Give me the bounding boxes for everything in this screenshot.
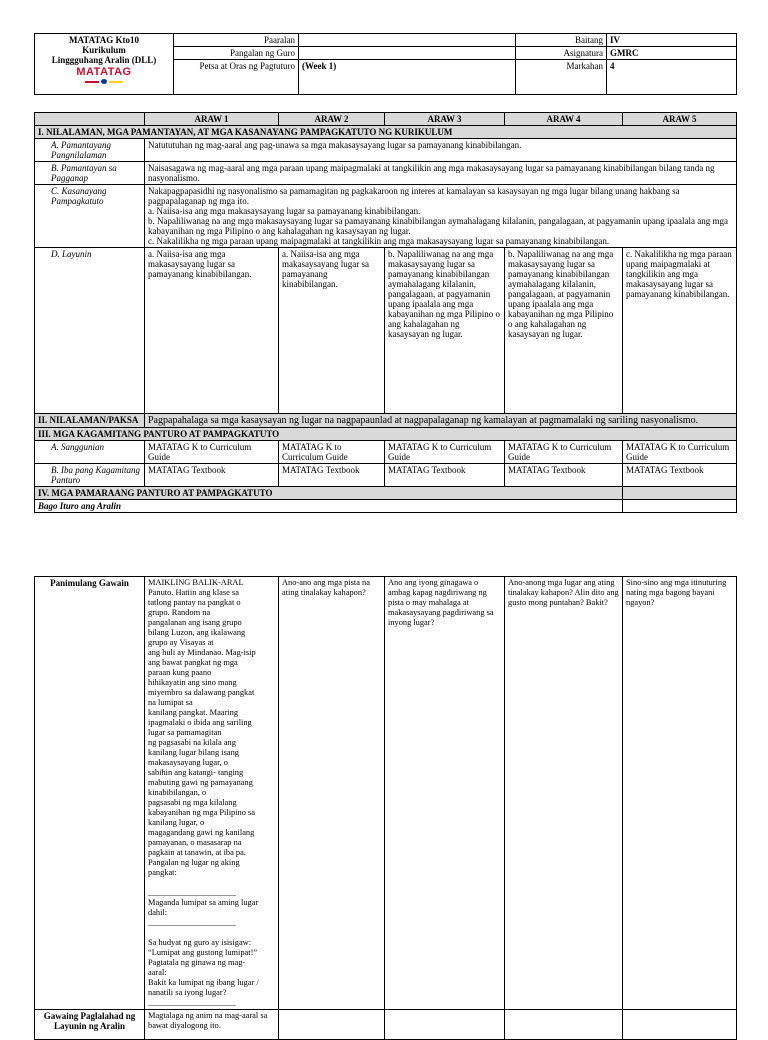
- panimulang-day-3: Ano ang iyong ginagawa o ambag kapag nagdiriwang ng pista o may mahalaga at makasaysayang pagdiriwang sa inyong lugar?: [385, 577, 505, 1010]
- instruction-line: ang huli ay Mindanao. Mag-isip: [148, 648, 256, 657]
- iba-pang-day-2: MATATAG Textbook: [279, 464, 385, 487]
- day-header-4: ARAW 4: [505, 113, 623, 126]
- iba-pang-day-3: MATATAG Textbook: [385, 464, 505, 487]
- sanggunian-day-1: MATATAG K to Curriculum Guide: [145, 441, 279, 464]
- layunin-label: D. Layunin: [35, 248, 145, 414]
- layunin-day-1: a. Naiisa-isa ang mga makasaysayang lugar sa pamayanang kinabibilangan.: [145, 248, 279, 414]
- kasanayang-main: Nakapagpapasidhi ng nasyonalismo sa pamamagitan ng pagkakaroon ng interes at kamalayan sa kasaysayan ng mga lugar bilang unang hakbang sa pagpapalaganap ng mga ito.: [148, 186, 680, 206]
- instruction-line: pamayanan, o masasarap na: [148, 838, 242, 847]
- kasanayang-item-c: c. Nakalilikha ng mga paraan upang maipagmalaki at tangkilikin ang mga makasaysayang lugar sa pamayanang kinabibilangan.: [148, 236, 610, 246]
- instruction-line: Bakit ka lumipat ng ibang lugar /: [148, 978, 259, 987]
- instruction-line: “Lumipat ang gustong lumipat!”: [148, 948, 258, 957]
- baitang-label: Baitang: [516, 34, 607, 47]
- iba-pang-day-1: MATATAG Textbook: [145, 464, 279, 487]
- panimulang-day-4: Ano-anong mga lugar ang ating tinalakay kahapon? Alin dito ang gusto mong puntahan? Bakit?: [505, 577, 623, 1010]
- instruction-line: kinabibilangan, o: [148, 788, 207, 797]
- page-2-table: [34, 576, 737, 1040]
- instruction-line: na lumipat sa: [148, 698, 193, 707]
- instruction-line: sabihin ang katangi- tanging: [148, 768, 244, 777]
- instruction-line: pangkat:: [148, 868, 177, 877]
- day-header-5: ARAW 5: [623, 113, 737, 126]
- pamantayang-pangnilalaman-label: A. Pamantayang Pangnilalaman: [35, 139, 145, 162]
- paglalahad-day-4: [505, 1010, 623, 1040]
- markahan-label: Markahan: [516, 60, 607, 95]
- kasanayang-item-a: a. Naiisa-isa ang mga makasaysayang lugar sa pamayanang kinabibilangan.: [148, 206, 421, 216]
- iba-pang-day-5: MATATAG Textbook: [623, 464, 737, 487]
- layunin-day-4: b. Napaliliwanag na ang mga makasaysayang lugar sa pamayanang kinabibilangan aymahalagang kilalanin, pangalagaan, at pagyamanin upang ipaalala ang mga kabayanihan ng mga Pilipino o ang kahalagahan ng kasaysayan ng lugar.: [505, 248, 623, 414]
- dll-title-line-3: Linggguhang Aralin (DLL): [51, 55, 157, 65]
- instruction-line: kanilang lugar, o: [148, 818, 205, 827]
- sanggunian-label: A. Sanggunian: [35, 441, 145, 464]
- guro-label: Pangalan ng Guro: [174, 47, 299, 60]
- paglalahad-day-2: [279, 1010, 385, 1040]
- baitang-value[interactable]: IV: [607, 34, 737, 47]
- header-table: [34, 33, 737, 95]
- markahan-value[interactable]: 4: [607, 60, 737, 95]
- kasanayang-pampagkatuto-text: [145, 185, 737, 248]
- logo-stripe-icon: [85, 79, 123, 84]
- dll-title-line-2: Kurikulum: [82, 45, 126, 55]
- instruction-line: grupo. Random na: [148, 608, 211, 617]
- instruction-line: [148, 878, 275, 888]
- instruction-line: ang bawat pangkat ng mga: [148, 658, 238, 667]
- dll-title-line-1: MATATAG Kto10: [68, 35, 140, 45]
- section-3-title: III. MGA KAGAMITANG PANTURO AT PAMPAGKATUTO: [35, 428, 737, 441]
- paglalahad-label: Gawaing Paglalahad ng Layunin ng Aralin: [35, 1010, 145, 1040]
- instruction-line: nanatili sa iyong lugar?: [148, 988, 227, 997]
- instruction-line: Maganda lumipat sa aming lugar: [148, 898, 259, 907]
- panimulang-day-2: Ano-ano ang mga pista na ating tinalakay kahapon?: [279, 577, 385, 1010]
- layunin-day-5: c. Nakalilikha ng mga paraan upang maipagmalaki at tangkilikin ang mga makasaysayang lugar sa pamayanang kinabibilangan.: [623, 248, 737, 414]
- instruction-line: Pagtatala ng ginawa ng mag-: [148, 958, 246, 967]
- day-header-1: ARAW 1: [145, 113, 279, 126]
- kasanayang-item-b: b. Napaliliwanag na ang mga makasaysayang lugar sa pamayanang kinabibilangan aymahalagang kilalanin, pangalagaan, at pagyamanin upang ipaalala ang mga kabayanihan ng mga Pilipino o ang kahalagahan ng kasaysayan ng lugar.: [148, 216, 729, 236]
- iba-pang-day-4: MATATAG Textbook: [505, 464, 623, 487]
- panimulang-gawain-label: Panimulang Gawain: [35, 577, 145, 1010]
- kasanayang-pampagkatuto-label: C. Kasanayang Pampagkatuto: [35, 185, 145, 248]
- days-header-blank: [35, 113, 145, 126]
- paglalahad-day-5: [623, 1010, 737, 1040]
- bago-ituro-label: Bago Ituro ang Aralin: [35, 500, 623, 513]
- instruction-line: hihikayatin ang sino mang: [148, 678, 237, 687]
- sanggunian-day-4: MATATAG K to Curriculum Guide: [505, 441, 623, 464]
- day-header-3: ARAW 3: [385, 113, 505, 126]
- paglalahad-day-3: [385, 1010, 505, 1040]
- paaralan-label: Paaralan: [174, 34, 299, 47]
- instruction-line: bilang Luzon, ang ikalawang: [148, 628, 246, 637]
- pamantayan-sa-pagganap-label: B. Pamantayan sa Pagganap: [35, 162, 145, 185]
- instruction-line: pangalanan ang isang grupo: [148, 618, 242, 627]
- instruction-line: pagsasabi ng mga kilalang: [148, 798, 237, 807]
- instruction-line: dahil:: [148, 908, 168, 917]
- dll-title-cell: [35, 34, 174, 95]
- day-header-2: ARAW 2: [279, 113, 385, 126]
- petsa-value[interactable]: (Week 1): [299, 60, 516, 95]
- section-2-text: Pagpapahalaga sa mga kasaysayan ng lugar na nagpapaunlad at nagpapalaganap ng kamalayan at pagmamalaki ng sariling nasyonalismo.: [145, 414, 737, 428]
- instruction-line: _____________________: [148, 998, 236, 1007]
- pamantayang-pangnilalaman-text: Natututuhan ng mag-aaral ang pag-unawa sa mga makasaysayang lugar sa pamayanang kinabibilangan.: [145, 139, 737, 162]
- instruction-line: ng pagsasabi na kilala ang: [148, 738, 236, 747]
- days-header-row: [35, 113, 737, 126]
- instruction-line: lugar sa pamamagitan: [148, 728, 222, 737]
- section-2-title: II. NILALAMAN/PAKSA: [35, 414, 145, 428]
- pamantayan-sa-pagganap-text: Naisasagawa ng mag-aaral ang mga paraan upang maipagmalaki at tangkilikin ang mga makasaysayang lugar sa pamayanang kinabibilangan bilang tanda ng nasyonalismo.: [145, 162, 737, 185]
- asignatura-value[interactable]: GMRC: [607, 47, 737, 60]
- instruction-line: pagkain at tanawin, at iba pa.: [148, 848, 246, 857]
- panimulang-day-5: Sino-sino ang mga itinuturing nating mga bagong bayani ngayon?: [623, 577, 737, 1010]
- iba-pang-kagamitan-label: B. Iba pang Kagamitang Panturo: [35, 464, 145, 487]
- instruction-line: makasaysayang lugar, o: [148, 758, 228, 767]
- matatag-logo-text: MATATAG: [76, 66, 132, 78]
- paglalahad-day-1: Magtalaga ng anim na mag-aaral sa bawat diyalogong ito.: [145, 1010, 279, 1040]
- instruction-line: kabayanihan ng mga Pilipino sa: [148, 808, 255, 817]
- instruction-line: miyembro sa dalawang pangkat: [148, 688, 255, 697]
- sanggunian-day-3: MATATAG K to Curriculum Guide: [385, 441, 505, 464]
- instruction-line: aaral:: [148, 968, 167, 977]
- instruction-line: kanilang pangkat. Maaring: [148, 708, 239, 717]
- bago-ituro-blank: [623, 500, 737, 513]
- section-4-blank: [623, 487, 737, 500]
- instruction-line: kanilang lugar bilang isang: [148, 748, 239, 757]
- panimulang-day-1: [145, 577, 279, 1010]
- layunin-day-2: a. Naiisa-isa ang mga makasaysayang lugar sa pamayanang kinabibilangan.: [279, 248, 385, 414]
- sanggunian-day-5: MATATAG K to Curriculum Guide: [623, 441, 737, 464]
- guro-value[interactable]: [299, 47, 516, 60]
- instruction-line: [148, 928, 275, 938]
- section-4-title: IV. MGA PAMARAANG PANTURO AT PAMPAGKATUTO: [35, 487, 623, 500]
- instruction-line: _____________________: [148, 918, 236, 927]
- sanggunian-day-2: MATATAG K to Curriculum Guide: [279, 441, 385, 464]
- instruction-line: ipagmalaki o ibida ang sariling: [148, 718, 252, 727]
- instruction-line: tatlong pantay na pangkat o: [148, 598, 241, 607]
- instruction-line: magagandang gawi ng kanilang: [148, 828, 255, 837]
- lesson-plan-table: [34, 112, 737, 513]
- section-1-title: I. NILALAMAN, MGA PAMANTAYAN, AT MGA KASANAYANG PAMPAGKATUTO NG KURIKULUM: [35, 126, 737, 139]
- petsa-label: Petsa at Oras ng Pagtuturo: [174, 60, 299, 95]
- asignatura-label: Asignatura: [516, 47, 607, 60]
- instruction-line: mabuting gawi ng pamayanang: [148, 778, 253, 787]
- instruction-line: Sa hudyat ng guro ay isisigaw:: [148, 938, 252, 947]
- instruction-line: paraan kung paano: [148, 668, 212, 677]
- instruction-line: Pangalan ng lugar ng aking: [148, 858, 240, 867]
- instruction-line: MAIKLING BALIK-ARAL: [148, 578, 244, 587]
- instruction-line: _____________________: [148, 888, 236, 897]
- paaralan-value[interactable]: [299, 34, 516, 47]
- matatag-logo: [38, 67, 170, 84]
- instruction-line: Panuto. Hatiin ang klase sa: [148, 588, 239, 597]
- instruction-line: grupo ay Visayas at: [148, 638, 214, 647]
- layunin-day-3: b. Napaliliwanag na ang mga makasaysayang lugar sa pamayanang kinabibilangan aymahalagang kilalanin, pangalagaan, at pagyamanin upang ipaalala ang mga kabayanihan ng mga Pilipino o ang kahalagahan ng kasaysayan ng lugar.: [385, 248, 505, 414]
